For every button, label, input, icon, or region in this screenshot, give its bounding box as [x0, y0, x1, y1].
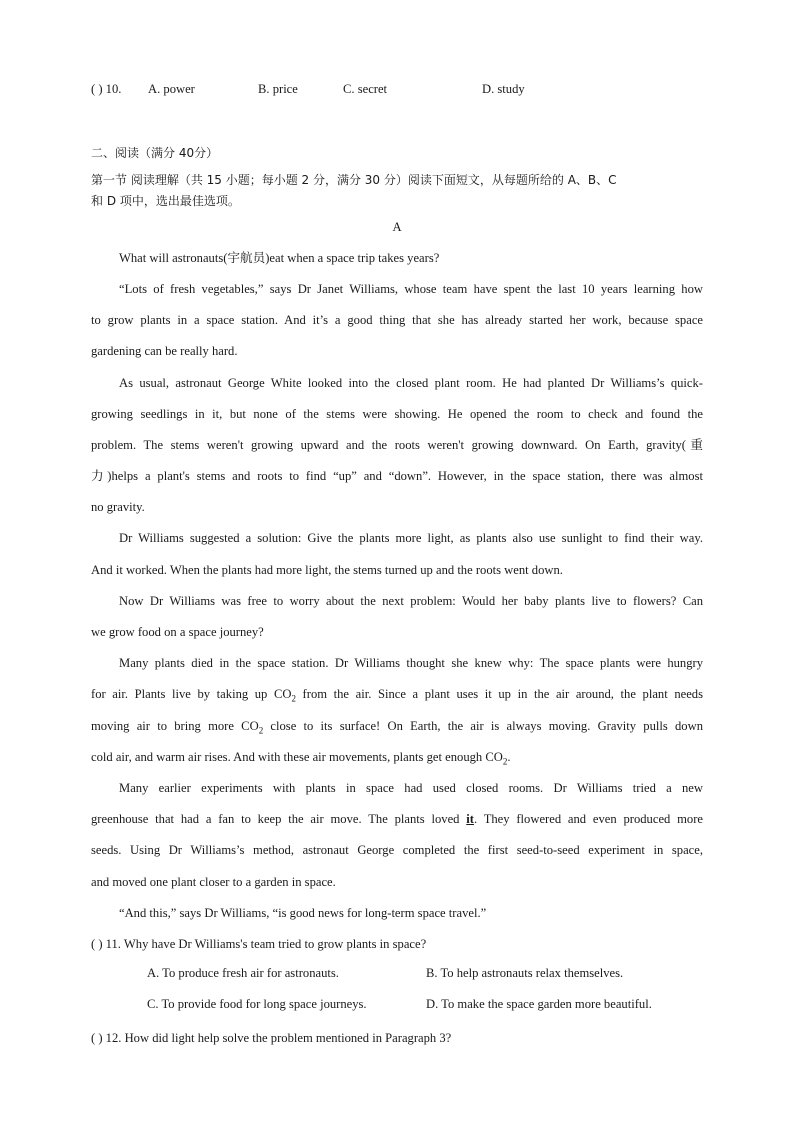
- passage-p8: “And this,” says Dr Williams, “is good news for long-term space travel.”: [119, 906, 487, 920]
- underlined-word-it: it: [466, 812, 474, 826]
- passage-p2-line3: gardening can be really hard.: [91, 344, 238, 358]
- section-instruction-line2: 和 D 项中，选出最佳选项。: [91, 194, 240, 208]
- passage-p2-line1: “Lots of fresh vegetables,” says Dr Janet Williams, whose team have spent the last 10 years learning how: [119, 282, 703, 296]
- passage-p6-line1: Many plants died in the space station. Dr Williams thought she knew why: The space plants were hungry: [119, 656, 703, 670]
- q10-option-d: D. study: [482, 82, 525, 96]
- co2-subscript: 2: [502, 756, 508, 767]
- q10-option-c: C. secret: [343, 82, 388, 96]
- q11-stem: ( ) 11. Why have Dr Williams's team tried to grow plants in space?: [91, 937, 427, 951]
- q10-option-a: A. power: [148, 82, 195, 96]
- passage-p7-line1: Many earlier experiments with plants in space had used closed rooms. Dr Williams tried a new: [119, 781, 703, 795]
- passage-p3-line2: growing seedlings in it, but none of the stems were showing. He opened the room to check and found the: [91, 407, 703, 421]
- co2-subscript: 2: [258, 725, 264, 736]
- passage-p6-line2: for air. Plants live by taking up $CO_2$ from the air. Since a plant uses it up in the air around, the plant needs: [91, 687, 703, 704]
- q11-option-a: A. To produce fresh air for astronauts.: [147, 966, 339, 980]
- co2-subscript: 2: [291, 693, 296, 704]
- q11-option-d: D. To make the space garden more beautiful.: [426, 997, 652, 1011]
- q10-option-b: B. price: [258, 82, 298, 96]
- q12-stem: ( ) 12. How did light help solve the problem mentioned in Paragraph 3?: [91, 1031, 452, 1045]
- q11-option-b: B. To help astronauts relax themselves.: [426, 966, 624, 980]
- passage-p4-line2: And it worked. When the plants had more light, the stems turned up and the roots went down.: [91, 563, 563, 577]
- passage-p7-line2: greenhouse that had a fan to keep the air move. The plants loved it. They flowered and even produced more: [91, 812, 704, 826]
- passage-p5-line1: Now Dr Williams was free to worry about the next problem: Would her baby plants live to flowers? Can: [119, 594, 703, 608]
- section-title: 二、阅读（满分 40分）: [91, 146, 219, 160]
- passage-p7-line3: seeds. Using Dr Williams’s method, astronaut George completed the first seed-to-seed experiment in space,: [91, 843, 703, 857]
- passage-p5-line2: we grow food on a space journey?: [91, 625, 264, 639]
- section-instruction-line1: 第一节 阅读理解（共 15 小题；每小题 2 分，满分 30 分）阅读下面短文，从每题所给的 A、B、C: [91, 173, 617, 187]
- passage-p6-line3: moving air to bring more $CO_2$ close to its surface! On Earth, the air is always moving. Gravity pulls down: [91, 719, 703, 736]
- passage-p3-line3: problem. The stems weren't growing upward and the roots weren't growing downward. On Earth, gravity(重: [91, 438, 703, 452]
- passage-p2-line2: to grow plants in a space station. And it’s a good thing that she has already started her work, because space: [91, 313, 703, 327]
- passage-p7-line4: and moved one plant closer to a garden in space.: [91, 875, 336, 889]
- passage-label: A: [392, 220, 402, 234]
- q11-option-c: C. To provide food for long space journeys.: [147, 997, 367, 1011]
- q10-bracket: ( ) 10.: [91, 82, 122, 96]
- passage-p3-line4: 力)helps a plant's stems and roots to find “up” and “down”. However, in the space station, there was almost: [91, 469, 703, 483]
- passage-p4-line1: Dr Williams suggested a solution: Give the plants more light, as plants also use sunlight to find their way.: [119, 531, 703, 545]
- passage-p3-line1: As usual, astronaut George White looked into the closed plant room. He had planted Dr Williams’s quick-: [119, 376, 703, 390]
- passage-p6-line4: cold air, and warm air rises. And with these air movements, plants get enough $CO_2$.: [91, 750, 511, 767]
- passage-p3-line5: no gravity.: [91, 500, 145, 514]
- passage-p1: What will astronauts(宇航员)eat when a space trip takes years?: [119, 251, 440, 265]
